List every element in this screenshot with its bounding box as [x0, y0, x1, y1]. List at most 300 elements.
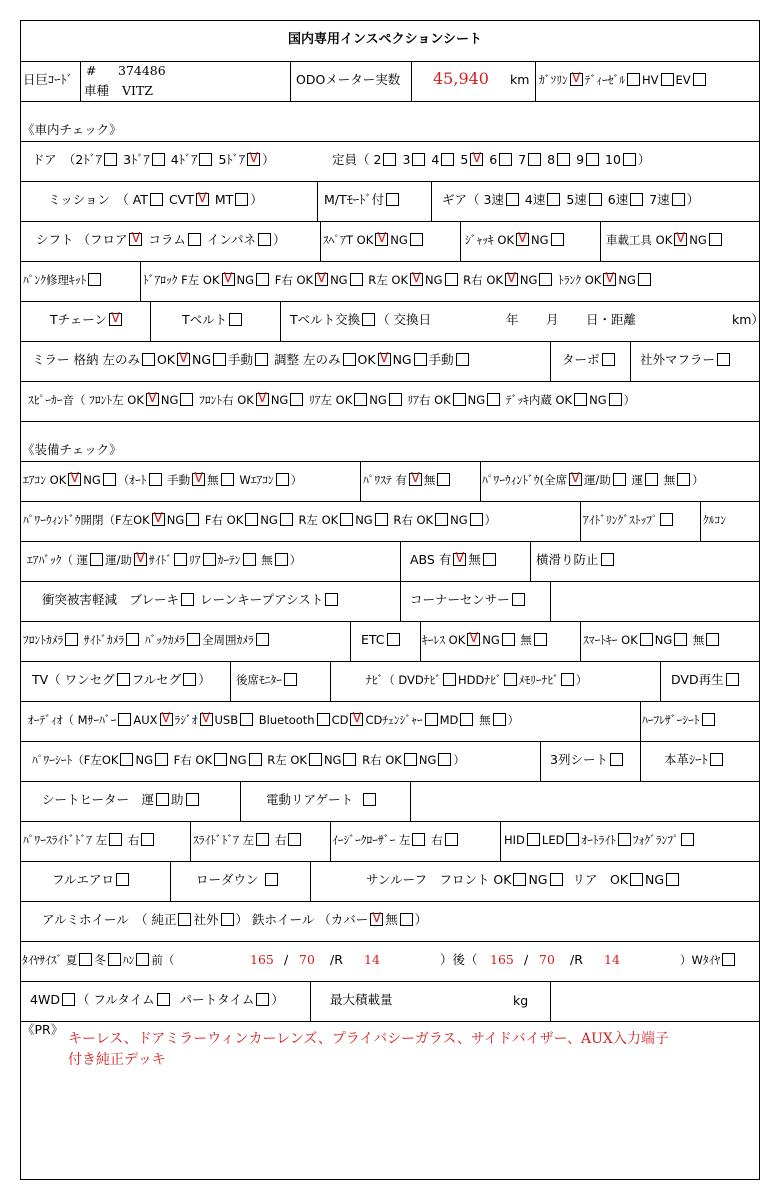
tools-label: 車載工具 OK [606, 233, 673, 247]
etc-row [361, 632, 402, 648]
third-row-label: 3列シート [550, 752, 608, 767]
cell-divider [431, 181, 432, 221]
cell-divider [150, 301, 151, 341]
cap7-label: 7 [518, 152, 527, 167]
cap3-checkbox[interactable] [412, 153, 425, 166]
door-close: ） [262, 152, 275, 167]
fourwd-checkbox[interactable] [62, 993, 75, 1006]
pw-open-row [23, 512, 496, 528]
power-slide-right-label: 右 [127, 833, 140, 847]
tools-ng-label: NG [689, 233, 707, 247]
pw-d-checkbox[interactable] [645, 473, 658, 486]
airbag-label: ｴｱﾊﾞｯｸ（ 運 [27, 553, 89, 567]
at-checkbox[interactable] [150, 193, 163, 206]
ac-auto-checkbox[interactable] [149, 473, 162, 486]
cell-divider [550, 341, 551, 381]
nichiko-code-label: 日巨ｺｰﾄﾞ [23, 72, 74, 87]
mission-row [48, 192, 263, 208]
sp-ng-label: NG [589, 393, 607, 407]
idling-stop-label: ｱｲﾄﾞﾘﾝｸﾞｽﾄｯﾌﾟ [583, 513, 658, 527]
ab-none-checkbox[interactable] [275, 553, 288, 566]
tools-ng-checkbox[interactable] [709, 233, 722, 246]
keyless-ok-checkbox[interactable] [467, 633, 480, 646]
pwo-fr-ok-checkbox[interactable] [245, 513, 258, 526]
mirror-left-checkbox[interactable] [142, 353, 155, 366]
pse-fl-ok-checkbox[interactable] [120, 753, 133, 766]
pw-none-checkbox[interactable] [677, 473, 690, 486]
mt-label: MT [214, 192, 234, 207]
side-camera-checkbox[interactable] [126, 633, 139, 646]
seat-heater-driver-checkbox[interactable] [156, 793, 169, 806]
ab-rear-checkbox[interactable] [203, 553, 216, 566]
ac-manual-checkbox[interactable] [192, 473, 205, 486]
pw-open-close: ） [484, 513, 497, 527]
cell-divider [170, 861, 171, 901]
pw-open-fr-label: F右 OK [204, 513, 244, 527]
pr-text-line-2: 付き純正デッキ [68, 1052, 166, 1068]
full-aero-label: フルエアロ [52, 872, 115, 887]
autolight-checkbox[interactable] [618, 833, 631, 846]
tv-full-checkbox[interactable] [183, 673, 196, 686]
column-label: コラム [148, 232, 186, 247]
easy-closer-right-label: 右 [431, 833, 443, 847]
seat-heater-row [42, 792, 201, 808]
door4-checkbox[interactable] [199, 153, 212, 166]
pse-rl-ok-checkbox[interactable] [309, 753, 322, 766]
parttime-checkbox[interactable] [256, 993, 269, 1006]
speaker-rl-label: ﾘｱ左 OK [309, 393, 353, 407]
row-divider [21, 301, 759, 302]
camera-row [23, 632, 271, 648]
tire-row [22, 952, 174, 968]
tire-close: ） [680, 953, 692, 967]
dl-rr-ng-checkbox[interactable] [539, 273, 552, 286]
cell-divider [630, 341, 631, 381]
aero-row [52, 872, 131, 888]
pw-all-checkbox[interactable] [569, 473, 582, 486]
dl-ng-label: NG [236, 273, 255, 287]
powersteer-label: ﾊﾟﾜｽﾃ 有 [363, 473, 407, 487]
gear6-checkbox[interactable] [630, 193, 643, 206]
front-camera-label: ﾌﾛﾝﾄｶﾒﾗ [23, 633, 64, 647]
audio-usb-checkbox[interactable] [240, 713, 253, 726]
dl-rl-ok-checkbox[interactable] [410, 273, 423, 286]
cell-divider [550, 981, 551, 1021]
sp-deck-ok-checkbox[interactable] [574, 393, 587, 406]
ps-none-checkbox[interactable] [437, 473, 450, 486]
adjust-ng-checkbox[interactable] [414, 353, 427, 366]
slide-left-checkbox[interactable] [256, 833, 269, 846]
cell-divider [310, 981, 311, 1021]
rear-tire-width: 165 [490, 952, 514, 967]
tv-full-label: フルセグ [131, 672, 182, 687]
slide-right-label: 右 [274, 833, 287, 847]
pwo-rr-ng-checkbox[interactable] [470, 513, 483, 526]
dl-fl-ng-checkbox[interactable] [256, 273, 269, 286]
cell-divider [80, 61, 81, 101]
row-divider [21, 701, 759, 702]
pwo-rl-ng-checkbox[interactable] [375, 513, 388, 526]
hv-checkbox[interactable] [661, 73, 674, 86]
fog-label: ﾌｫｸﾞﾗﾝﾌﾟ [632, 833, 679, 847]
pse-rl-ng-checkbox[interactable] [343, 753, 356, 766]
w-tire-checkbox[interactable] [722, 953, 735, 966]
sunroof-front-ng-checkbox[interactable] [550, 873, 563, 886]
audio-bt-checkbox[interactable] [317, 713, 330, 726]
row-divider [21, 221, 759, 222]
pse-ng-label: NG [135, 753, 153, 767]
model-label: 車種 [84, 83, 110, 98]
mt-mode-checkbox[interactable] [386, 193, 399, 206]
gear3-checkbox[interactable] [506, 193, 519, 206]
lowdown-row [196, 872, 280, 888]
dl-fl-ok-checkbox[interactable] [222, 273, 235, 286]
easy-closer-right-checkbox[interactable] [445, 833, 458, 846]
fulltime-checkbox[interactable] [157, 993, 170, 1006]
turbo-checkbox[interactable] [602, 353, 615, 366]
dl-ng-label: NG [330, 273, 348, 287]
year-label: 年 [506, 312, 519, 327]
odo-label: ODOメーター実数 [296, 72, 401, 87]
sp-rl-ng-checkbox[interactable] [389, 393, 402, 406]
slide-right-checkbox[interactable] [288, 833, 301, 846]
section-equipment-heading: 《装備チェック》 [22, 442, 122, 457]
corner-row [410, 592, 527, 608]
jack-row [465, 232, 566, 248]
cell-divider [600, 221, 601, 261]
row-divider [21, 341, 759, 342]
spare-label: ｽﾍﾟｱT OK [323, 233, 374, 247]
dl-rl-ng-checkbox[interactable] [445, 273, 458, 286]
cap8-checkbox[interactable] [557, 153, 570, 166]
adjust-ok-label: OK [357, 352, 376, 367]
pse-fl-ng-checkbox[interactable] [155, 753, 168, 766]
collision-checkbox[interactable] [181, 593, 194, 606]
abs-none-checkbox[interactable] [483, 553, 496, 566]
ab-dp-checkbox[interactable] [134, 553, 147, 566]
powersteer-row [363, 472, 452, 488]
inpane-checkbox[interactable] [258, 233, 271, 246]
dvd-checkbox[interactable] [726, 673, 739, 686]
navi-hdd-checkbox[interactable] [504, 673, 517, 686]
audio-aux-label: AUX [133, 713, 158, 727]
cap7-checkbox[interactable] [528, 153, 541, 166]
max-load-unit: kg [513, 993, 529, 1008]
audio-radio-label: ﾗｼﾞｵ [174, 713, 198, 727]
ps-yes-checkbox[interactable] [409, 473, 422, 486]
cell-divider [360, 461, 361, 501]
audio-cdch-checkbox[interactable] [425, 713, 438, 726]
row-divider [21, 621, 759, 622]
door5-checkbox[interactable] [247, 153, 260, 166]
alloy-genuine-checkbox[interactable] [178, 913, 191, 926]
column-checkbox[interactable] [188, 233, 201, 246]
pw-d-label: 運 [631, 473, 644, 487]
ab-side-checkbox[interactable] [174, 553, 187, 566]
rear-slash: / [524, 952, 529, 967]
adjust-ok-checkbox[interactable] [378, 353, 391, 366]
tire-winter-checkbox[interactable] [108, 953, 121, 966]
ac-ng-checkbox[interactable] [103, 473, 116, 486]
tbelt-change-checkbox[interactable] [362, 313, 375, 326]
steel-none-checkbox[interactable] [400, 913, 413, 926]
door2-checkbox[interactable] [104, 153, 117, 166]
idling-stop-checkbox[interactable] [660, 513, 673, 526]
cell-divider [480, 461, 481, 501]
gear7-checkbox[interactable] [672, 193, 685, 206]
audio-none-checkbox[interactable] [493, 713, 506, 726]
gasoline-checkbox[interactable] [570, 73, 583, 86]
pw-dp-checkbox[interactable] [613, 473, 626, 486]
tire-summer-checkbox[interactable] [79, 953, 92, 966]
smartkey-ok-checkbox[interactable] [640, 633, 653, 646]
mirror-ok-checkbox[interactable] [177, 353, 190, 366]
audio-aux-checkbox[interactable] [160, 713, 173, 726]
smartkey-none-checkbox[interactable] [706, 633, 719, 646]
gear5-checkbox[interactable] [589, 193, 602, 206]
sunroof-rear-ok-checkbox[interactable] [630, 873, 643, 886]
full-aero-checkbox[interactable] [116, 873, 129, 886]
pwo-fr-ng-checkbox[interactable] [280, 513, 293, 526]
puncture-checkbox[interactable] [88, 273, 101, 286]
audio-label: ｵｰﾃﾞｨｵ（ Mｻｰﾊﾞｰ [28, 713, 117, 727]
pwo-fl-ng-checkbox[interactable] [186, 513, 199, 526]
side-camera-label: ｻｲﾄﾞｶﾒﾗ [83, 633, 125, 647]
navi-mem-label: ﾒﾓﾘｰﾅﾋﾞ [518, 673, 559, 687]
idling-row [583, 512, 675, 528]
pr-label: 《PR》 [22, 1022, 64, 1037]
tv-oneseg-checkbox[interactable] [117, 673, 130, 686]
pse-fr-ng-checkbox[interactable] [249, 753, 262, 766]
shift-close: ） [272, 232, 286, 247]
lowdown-checkbox[interactable] [265, 873, 278, 886]
sp-fr-ok-checkbox[interactable] [256, 393, 269, 406]
ac-w-checkbox[interactable] [276, 473, 289, 486]
power-gate-row [266, 792, 378, 808]
around-camera-checkbox[interactable] [256, 633, 269, 646]
ac-auto-label: （ｵｰﾄ [117, 473, 147, 487]
cell-divider [310, 861, 311, 901]
audio-cd-checkbox[interactable] [350, 713, 363, 726]
dl-fr-ok-checkbox[interactable] [315, 273, 328, 286]
sp-rl-ok-checkbox[interactable] [354, 393, 367, 406]
ab-none-label: 無 [261, 553, 273, 567]
navi-label: ﾅﾋﾞ（ DVDﾅﾋﾞ [366, 673, 442, 687]
jack-ok-checkbox[interactable] [516, 233, 529, 246]
rear-monitor-row [236, 672, 299, 688]
ac-none-checkbox[interactable] [221, 473, 234, 486]
floor-checkbox[interactable] [129, 233, 142, 246]
keyless-none-label: 無 [520, 633, 532, 647]
shift-row [36, 232, 286, 248]
cell-divider [411, 61, 412, 101]
door-label: ドア （2ﾄﾞｱ [32, 152, 103, 167]
half-leather-label: ﾊｰﾌﾚｻﾞｰｼｰﾄ [642, 713, 700, 727]
navi-row [366, 672, 587, 688]
pse-rr-ok-checkbox[interactable] [404, 753, 417, 766]
aircon-close: ） [290, 473, 303, 487]
back-camera-checkbox[interactable] [187, 633, 200, 646]
power-slide-right-checkbox[interactable] [141, 833, 154, 846]
hid-checkbox[interactable] [527, 833, 540, 846]
adjust-left-checkbox[interactable] [343, 353, 356, 366]
cell-divider [530, 541, 531, 581]
dl-rr-ok-checkbox[interactable] [505, 273, 518, 286]
sp-rr-ok-checkbox[interactable] [453, 393, 466, 406]
rear-tire-rim: 14 [604, 952, 620, 967]
smartkey-label: ｽﾏｰﾄｷｰ OK [583, 633, 638, 647]
smartkey-ng-checkbox[interactable] [674, 633, 687, 646]
seat-heater-passenger-checkbox[interactable] [186, 793, 199, 806]
steel-label: 鉄ホイール （カバー [252, 912, 369, 927]
hid-label: HID [504, 833, 525, 847]
muffler-checkbox[interactable] [717, 353, 730, 366]
puncture-label: ﾊﾟﾝｸ修理ｷｯﾄ [23, 273, 87, 287]
cap6-checkbox[interactable] [499, 153, 512, 166]
mirror-manual-checkbox[interactable] [255, 353, 268, 366]
cell-divider [700, 501, 701, 541]
spare-ng-checkbox[interactable] [410, 233, 423, 246]
fog-checkbox[interactable] [681, 833, 694, 846]
tools-ok-checkbox[interactable] [674, 233, 687, 246]
alloy-aftermarket-checkbox[interactable] [221, 913, 234, 926]
tbelt-row [182, 312, 244, 328]
pse-rr-ng-checkbox[interactable] [438, 753, 451, 766]
jack-ng-checkbox[interactable] [551, 233, 564, 246]
slide-label: ｽﾗｲﾄﾞﾄﾞｱ 左 [193, 833, 255, 847]
cell-divider [640, 741, 641, 781]
navi-mem-checkbox[interactable] [561, 673, 574, 686]
pse-fr-ok-checkbox[interactable] [214, 753, 227, 766]
row-divider [21, 61, 759, 62]
max-load-label: 最大積載量 [330, 992, 393, 1007]
pwo-ng-label: NG [260, 513, 278, 527]
door-row [32, 152, 275, 168]
pwo-ng-label: NG [450, 513, 468, 527]
navi-dvd-checkbox[interactable] [443, 673, 456, 686]
spare-ok-checkbox[interactable] [375, 233, 388, 246]
cell-divider [350, 621, 351, 661]
doorlock-fr-label: F右 OK [274, 273, 314, 287]
sp-deck-ng-checkbox[interactable] [609, 393, 622, 406]
ev-label: EV [675, 73, 691, 87]
collision-row [42, 592, 340, 608]
spare-ng-label: NG [390, 233, 408, 247]
audio-md-checkbox[interactable] [460, 713, 473, 726]
dl-ng-label: NG [519, 273, 538, 287]
sp-fl-ok-checkbox[interactable] [146, 393, 159, 406]
sheet-title: 国内専用インスペクションシート [288, 32, 483, 47]
alloy-close: ） [235, 912, 249, 927]
led-checkbox[interactable] [566, 833, 579, 846]
pwo-fl-ok-checkbox[interactable] [152, 513, 165, 526]
third-row-checkbox[interactable] [610, 753, 623, 766]
skid-checkbox[interactable] [601, 553, 614, 566]
ab-curtain-checkbox[interactable] [243, 553, 256, 566]
sp-rr-ng-checkbox[interactable] [487, 393, 500, 406]
sp-ng-label: NG [467, 393, 486, 407]
diesel-checkbox[interactable] [627, 73, 640, 86]
cap9-checkbox[interactable] [586, 153, 599, 166]
speaker-row [28, 392, 635, 408]
tbelt-checkbox[interactable] [229, 313, 242, 326]
airbag-row [27, 552, 301, 568]
power-slide-left-checkbox[interactable] [109, 833, 122, 846]
dl-tr-ng-checkbox[interactable] [638, 273, 651, 286]
power-gate-checkbox[interactable] [363, 793, 376, 806]
cap5-checkbox[interactable] [470, 153, 483, 166]
cap10-checkbox[interactable] [623, 153, 636, 166]
audio-radio-checkbox[interactable] [200, 713, 213, 726]
sunroof-rear-ng-checkbox[interactable] [666, 873, 679, 886]
door3-checkbox[interactable] [152, 153, 165, 166]
mirror-ng-checkbox[interactable] [213, 353, 226, 366]
keyless-ng-checkbox[interactable] [502, 633, 515, 646]
easy-closer-left-checkbox[interactable] [412, 833, 425, 846]
cap2-checkbox[interactable] [383, 153, 396, 166]
lane-keep-checkbox[interactable] [325, 593, 338, 606]
month-label: 月 [546, 312, 559, 327]
turbo-label: ターボ [562, 352, 600, 367]
row-divider [21, 421, 759, 422]
row-divider [21, 461, 759, 462]
audio-mserver-checkbox[interactable] [118, 713, 131, 726]
cvt-checkbox[interactable] [196, 193, 209, 206]
tchain-checkbox[interactable] [109, 313, 122, 326]
mt-checkbox[interactable] [235, 193, 248, 206]
dl-tr-ok-checkbox[interactable] [603, 273, 616, 286]
row-divider [21, 781, 759, 782]
etc-checkbox[interactable] [387, 633, 400, 646]
ab-d-checkbox[interactable] [90, 553, 103, 566]
keyless-none-checkbox[interactable] [534, 633, 547, 646]
abs-yes-checkbox[interactable] [453, 553, 466, 566]
sp-fl-ng-checkbox[interactable] [180, 393, 193, 406]
audio-row [28, 712, 519, 728]
corner-sensor-checkbox[interactable] [512, 593, 525, 606]
tire-han-checkbox[interactable] [136, 953, 149, 966]
adjust-manual-checkbox[interactable] [456, 353, 469, 366]
gear-close: ） [686, 192, 700, 207]
sp-fr-ng-checkbox[interactable] [290, 393, 303, 406]
ev-checkbox[interactable] [693, 73, 706, 86]
pwo-rr-ok-checkbox[interactable] [435, 513, 448, 526]
cap4-checkbox[interactable] [441, 153, 454, 166]
slide-row [193, 832, 303, 848]
front-slash: / [284, 952, 289, 967]
change-date-label: （ 交換日 [377, 312, 432, 327]
half-leather-checkbox[interactable] [702, 713, 715, 726]
muffler-label: 社外マフラー [640, 352, 716, 367]
gear4-checkbox[interactable] [547, 193, 560, 206]
rear-monitor-checkbox[interactable] [284, 673, 297, 686]
dl-fr-ng-checkbox[interactable] [350, 273, 363, 286]
steel-cover-checkbox[interactable] [370, 913, 383, 926]
autolight-label: ｵｰﾄﾗｲﾄ [581, 833, 616, 847]
ac-ok-checkbox[interactable] [68, 473, 81, 486]
pwo-rl-ok-checkbox[interactable] [340, 513, 353, 526]
w-tire-label: Wﾀｲﾔ [691, 953, 721, 967]
leather-checkbox[interactable] [710, 753, 723, 766]
gear-label: ギア（ 3速 [442, 192, 504, 207]
keyless-row [422, 632, 549, 648]
pwo-ng-label: NG [355, 513, 373, 527]
door5-label: 5ﾄﾞｱ [218, 152, 246, 167]
front-camera-checkbox[interactable] [65, 633, 78, 646]
puncture-row [23, 272, 103, 288]
sunroof-front-ok-checkbox[interactable] [513, 873, 526, 886]
pwo-ng-label: NG [166, 513, 185, 527]
